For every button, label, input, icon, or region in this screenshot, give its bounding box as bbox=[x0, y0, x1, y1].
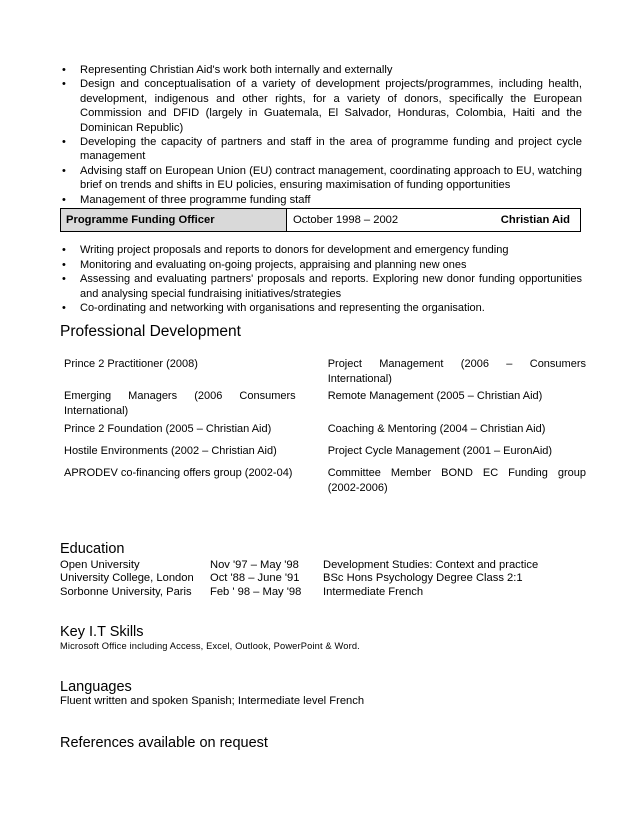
table-cell: Hostile Environments (2002 – Christian Aid) bbox=[64, 445, 277, 457]
education-institution: Sorbonne University, Paris bbox=[60, 585, 192, 598]
table-row bbox=[60, 355, 590, 387]
references-heading: References available on request bbox=[60, 735, 268, 751]
it-skills-text: Microsoft Office including Access, Excel, Outlook, PowerPoint & Word. bbox=[60, 641, 360, 651]
table-row bbox=[60, 586, 573, 599]
table-row bbox=[60, 387, 590, 420]
job-role-header bbox=[60, 208, 581, 232]
education-dates: Nov '97 – May '98 bbox=[210, 559, 299, 571]
education-qualification: BSc Hons Psychology Degree Class 2:1 bbox=[323, 572, 523, 585]
list-item: • Monitoring and evaluating on-going projects, appraising and planning new ones bbox=[60, 258, 582, 273]
education-qualification: Intermediate French bbox=[323, 585, 424, 598]
it-skills-heading: Key I.T Skills bbox=[60, 624, 144, 640]
table-row bbox=[60, 464, 590, 496]
table-cell: Coaching & Mentoring (2004 – Christian Aid) bbox=[327, 423, 546, 435]
professional-development-table bbox=[60, 355, 590, 496]
table-row bbox=[60, 572, 573, 585]
table-cell: Project Cycle Management (2001 – EuronAid) bbox=[327, 445, 553, 457]
list-item: • Advising staff on European Union (EU) contract management, coordinating approach to EU, watching brief on trends and shifts in EU policies, ensuring maximisation of funding opportunities bbox=[60, 164, 582, 193]
table-row bbox=[60, 420, 590, 442]
table-cell: Project Management (2006 – Consumers International) bbox=[327, 358, 586, 385]
table-row bbox=[60, 559, 573, 572]
education-heading: Education bbox=[60, 541, 125, 557]
languages-text: Fluent written and spoken Spanish; Intermediate level French bbox=[60, 695, 365, 707]
list-item: • Co-ordinating and networking with organisations and representing the organisation. bbox=[60, 301, 582, 316]
list-item: • Representing Christian Aid's work both internally and externally bbox=[60, 63, 582, 77]
list-item: • Writing project proposals and reports to donors for development and emergency funding bbox=[60, 243, 582, 258]
languages-heading: Languages bbox=[60, 679, 132, 695]
table-cell: Emerging Managers (2006 Consumers International) bbox=[64, 390, 296, 417]
education-table bbox=[60, 559, 573, 599]
role-duties-list bbox=[60, 243, 582, 316]
list-item: • Design and conceptualisation of a variety of development projects/programmes, including health, development, indigenous and other rights, for a variety of donors, specifically the European Commission and DFID (largely in Guatemala, El Salvador, Honduras, Colombia, Haiti and the Dominican Republic) bbox=[60, 77, 582, 135]
education-qualification: Development Studies: Context and practice bbox=[323, 559, 539, 571]
education-institution: Open University bbox=[60, 559, 140, 571]
table-cell: Remote Management (2005 – Christian Aid) bbox=[327, 390, 543, 402]
education-institution: University College, London bbox=[60, 572, 194, 585]
professional-development-heading: Professional Development bbox=[60, 323, 241, 340]
table-cell: Prince 2 Practitioner (2008) bbox=[64, 358, 198, 370]
list-item: • Management of three programme funding staff bbox=[60, 193, 582, 207]
table-row bbox=[60, 442, 590, 464]
list-item: • Assessing and evaluating partners' proposals and reports. Exploring new donor funding opportunities and analysing special fundraising initiatives/strategies bbox=[60, 272, 582, 301]
job-dates: October 1998 – 2002 bbox=[293, 214, 399, 226]
job-title: Programme Funding Officer bbox=[61, 209, 287, 231]
education-dates: Oct '88 – June '91 bbox=[210, 572, 300, 585]
table-cell: APRODEV co-financing offers group (2002-04) bbox=[64, 467, 293, 479]
list-item: • Developing the capacity of partners and staff in the area of programme funding and project cycle management bbox=[60, 135, 582, 164]
table-cell: Prince 2 Foundation (2005 – Christian Aid) bbox=[64, 423, 272, 435]
education-dates: Feb ' 98 – May '98 bbox=[210, 585, 302, 598]
responsibilities-list bbox=[60, 63, 582, 207]
table-cell: Committee Member BOND EC Funding group (2002-2006) bbox=[327, 467, 586, 494]
job-organisation: Christian Aid bbox=[500, 214, 570, 226]
